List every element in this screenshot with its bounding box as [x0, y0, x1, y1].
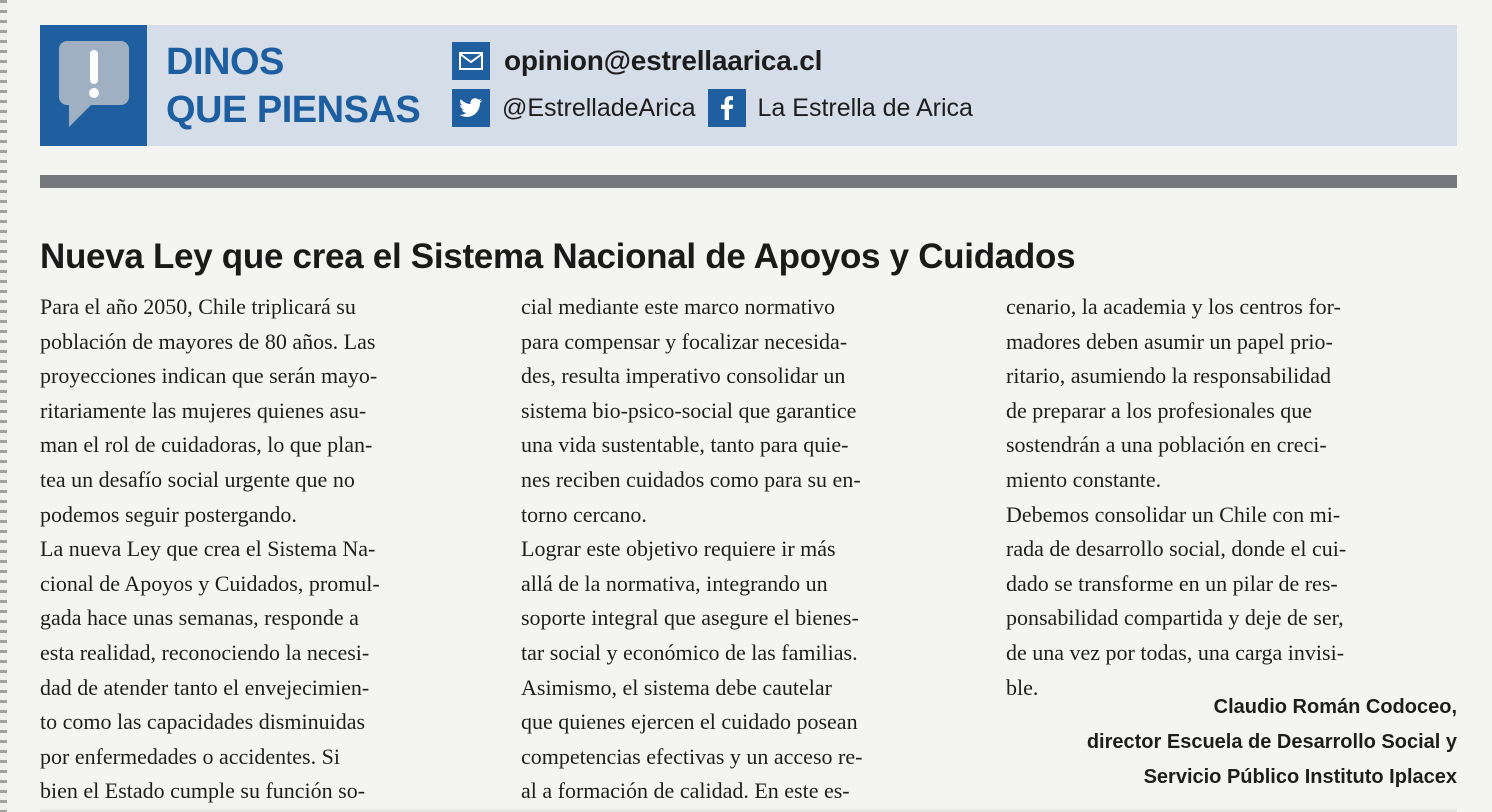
- bottom-edge-shadow: [40, 807, 1457, 812]
- article-line: cenario, la academia y los centros for-: [1006, 294, 1341, 319]
- facebook-icon-box: [708, 89, 746, 127]
- article-line: ritario, asumiendo la responsabilidad: [1006, 363, 1332, 389]
- email-address[interactable]: opinion@estrellaarica.cl: [504, 45, 823, 76]
- article-line: to como las capacidades disminuidas: [40, 709, 366, 735]
- article-line: Asimismo, el sistema debe cautelar: [521, 674, 832, 700]
- page-edge-decoration: [0, 0, 7, 812]
- article-line: bien el Estado cumple su función so-: [40, 778, 366, 804]
- article-line: ble.: [1006, 674, 1039, 700]
- email-contact[interactable]: [452, 41, 822, 81]
- article-line: de una vez por todas, una carga invisi-: [1006, 639, 1345, 665]
- social-contacts: [452, 88, 973, 128]
- article-line: Para el año 2050, Chile triplicará su: [40, 294, 356, 319]
- author-role-line-1: director Escuela de Desarrollo Social y: [1086, 731, 1457, 753]
- article-line: miento constante.: [1006, 466, 1162, 492]
- article-column-2: [521, 290, 976, 809]
- article-line: competencias efectivas y un acceso re-: [521, 743, 863, 769]
- article-line: gada hace unas semanas, responde a: [40, 605, 359, 631]
- facebook-page-name[interactable]: La Estrella de Arica: [757, 93, 973, 122]
- article-line: esta realidad, reconociendo la necesi-: [40, 639, 370, 665]
- article-line: Lograr este objetivo requiere ir más: [521, 536, 836, 562]
- article-line: rada de desarrollo social, donde el cui-: [1006, 536, 1347, 562]
- author-name: Claudio Román Codoceo,: [1213, 696, 1457, 718]
- article-line: soporte integral que asegure el bienes-: [521, 605, 859, 631]
- article-headline: Nueva Ley que crea el Sistema Nacional de Apoyos y Cuidados: [40, 237, 1076, 277]
- article-line: sostendrán a una población en creci-: [1006, 432, 1327, 458]
- article-signature: [1006, 690, 1457, 795]
- section-title-line-2: QUE PIENSAS: [166, 89, 421, 131]
- article-line: población de mayores de 80 años. Las: [40, 328, 376, 354]
- facebook-f-icon: [720, 96, 734, 120]
- article-line: al a formación de calidad. En este es-: [521, 778, 850, 804]
- article-line: man el rol de cuidadoras, lo que plan-: [40, 432, 373, 458]
- section-icon-box: [40, 25, 147, 146]
- article-line: una vida sustentable, tanto para quie-: [521, 432, 849, 458]
- twitter-icon-box: [452, 89, 490, 127]
- twitter-bird-icon: [459, 98, 483, 118]
- article-line: nes reciben cuidados como para su en-: [521, 466, 861, 492]
- article-line: tea un desafío social urgente que no: [40, 466, 355, 492]
- article-column-1: [40, 290, 495, 809]
- article-line: torno cercano.: [521, 501, 647, 527]
- envelope-icon: [459, 52, 483, 70]
- article-line: cional de Apoyos y Cuidados, promul-: [40, 570, 380, 596]
- article-line: La nueva Ley que crea el Sistema Na-: [40, 536, 376, 562]
- article-line: que quienes ejercen el cuidado posean: [521, 709, 858, 735]
- article-line: ritariamente las mujeres quienes asu-: [40, 397, 367, 423]
- author-role-line-2: Servicio Público Instituto Iplacex: [1143, 766, 1457, 788]
- article-line: sistema bio-psico-social que garantice: [521, 397, 857, 423]
- section-title-line-1: DINOS: [166, 41, 284, 83]
- article-line: dado se transforme en un pilar de res-: [1006, 570, 1338, 596]
- article-line: dad de atender tanto el envejecimien-: [40, 674, 370, 700]
- article-line: para compensar y focalizar necesida-: [521, 328, 848, 354]
- article-line: podemos seguir postergando.: [40, 501, 297, 527]
- article-line: Debemos consolidar un Chile con mi-: [1006, 501, 1341, 527]
- article-line: tar social y económico de las familias.: [521, 639, 858, 665]
- article-line: por enfermedades o accidentes. Si: [40, 743, 340, 769]
- article-line: madores deben asumir un papel prio-: [1006, 328, 1333, 354]
- article-line: allá de la normativa, integrando un: [521, 570, 828, 596]
- article-column-3: [1006, 290, 1457, 705]
- twitter-handle[interactable]: @EstrelladeArica: [502, 93, 696, 122]
- section-divider: [40, 175, 1457, 188]
- article-line: ponsabilidad compartida y deje de ser,: [1006, 605, 1344, 631]
- email-icon-box: [452, 42, 490, 80]
- section-title: [166, 38, 426, 134]
- article-line: proyecciones indican que serán mayo-: [40, 363, 378, 389]
- article-line: des, resulta imperativo consolidar un: [521, 363, 846, 389]
- article-line: cial mediante este marco normativo: [521, 294, 835, 319]
- speech-bubble-exclamation-icon: [57, 39, 131, 130]
- article-line: de preparar a los profesionales que: [1006, 397, 1313, 423]
